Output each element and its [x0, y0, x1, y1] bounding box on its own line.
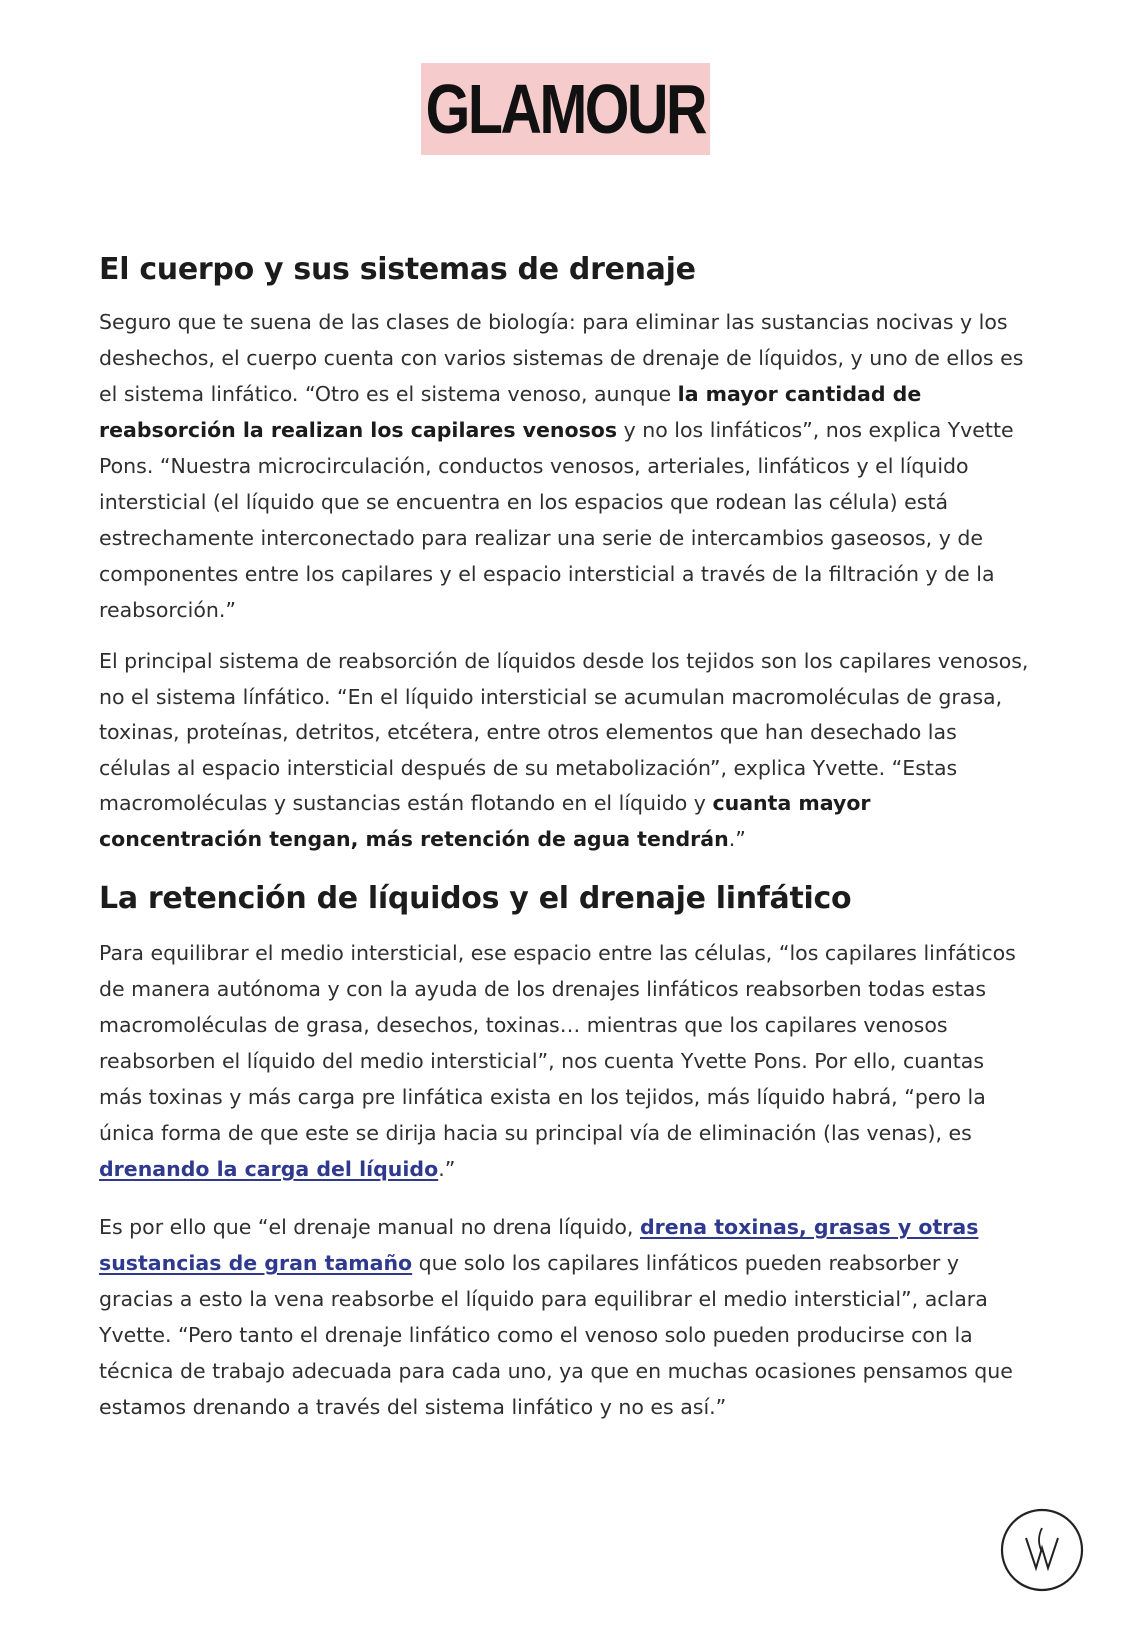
paragraph-text: .”	[728, 826, 746, 851]
paragraph	[99, 304, 1029, 628]
link-drena-toxinas[interactable]: drena toxinas, grasas y otras sustancias de gran tamaño	[99, 1215, 979, 1275]
paragraph-text: Seguro que te suena de las clases de biología: para eliminar las sustancias nocivas y los deshechos, el cuerpo cuenta con varios sistemas de drenaje de líquidos, y uno de ellos es el sistema linfático. “Otro es el sistema venoso, aunque	[99, 310, 1024, 406]
bold-text: la mayor cantidad de reabsorción la realizan los capilares venosos	[99, 382, 922, 442]
paragraph-text: Es por ello que “el drenaje manual no drena líquido,	[99, 1215, 640, 1239]
article-body	[99, 252, 1029, 1441]
paragraph-text: El principal sistema de reabsorción de líquidos desde los tejidos son los capilares venosos, no el sistema línfático. “En el líquido intersticial se acumulan macromoléculas de grasa, toxinas, proteínas, detritos, etcétera, entre otros elementos que han desechado las células al espacio intersticial después de su metabolización”, explica Yvette. “Estas macromoléculas y sustancias están flotando en el líquido y	[99, 649, 1029, 815]
paragraph-text: y no los linfáticos”, nos explica Yvette Pons. “Nuestra microcirculación, conductos venosos, arteriales, linfáticos y el líquido intersticial (el líquido que se encuentra en los espacios que rodean las célula) está estrechamente interconectado para realizar una serie de intercambios gaseosos, y de componentes entre los capilares y el espacio intersticial a través de la filtración y de la reabsorción.”	[99, 418, 1014, 622]
circled-w-logo-icon	[1000, 1508, 1084, 1592]
paragraph-text: que solo los capilares linfáticos pueden reabsorber y gracias a esto la vena reabsorbe el líquido para equilibrar el medio intersticial”, aclara Yvette. “Pero tanto el drenaje linfático como el venoso solo pueden producirse con la técnica de trabajo adecuada para cada uno, ya que en muchas ocasiones pensamos que estamos drenando a través del sistema linfático y no es así.”	[99, 1251, 1013, 1419]
paragraph	[99, 935, 1029, 1187]
paragraph-text: .”	[438, 1157, 456, 1181]
bold-text: cuanta mayor concentración tengan, más retención de agua tendrán	[99, 791, 871, 851]
logo-text: GLAMOUR	[425, 70, 706, 148]
glamour-logo	[421, 63, 710, 155]
paragraph	[99, 1209, 1029, 1425]
section-heading-retencion: La retención de líquidos y el drenaje linfático	[99, 881, 852, 916]
paragraph-text: Para equilibrar el medio intersticial, ese espacio entre las células, “los capilares linfáticos de manera autónoma y con la ayuda de los drenajes linfáticos reabsorben todas estas macromoléculas de grasa, desechos, toxinas… mientras que los capilares venosos reabsorben el líquido del medio intersticial”, nos cuenta Yvette Pons. Por ello, cuantas más toxinas y más carga pre linfática exista en los tejidos, más líquido habrá, “pero la única forma de que este se dirija hacia su principal vía de eliminación (las venas), es	[99, 941, 1016, 1145]
link-drenando-carga[interactable]: drenando la carga del líquido	[99, 1157, 439, 1181]
paragraph	[99, 644, 1029, 857]
section-heading-drenaje: El cuerpo y sus sistemas de drenaje	[99, 252, 696, 287]
